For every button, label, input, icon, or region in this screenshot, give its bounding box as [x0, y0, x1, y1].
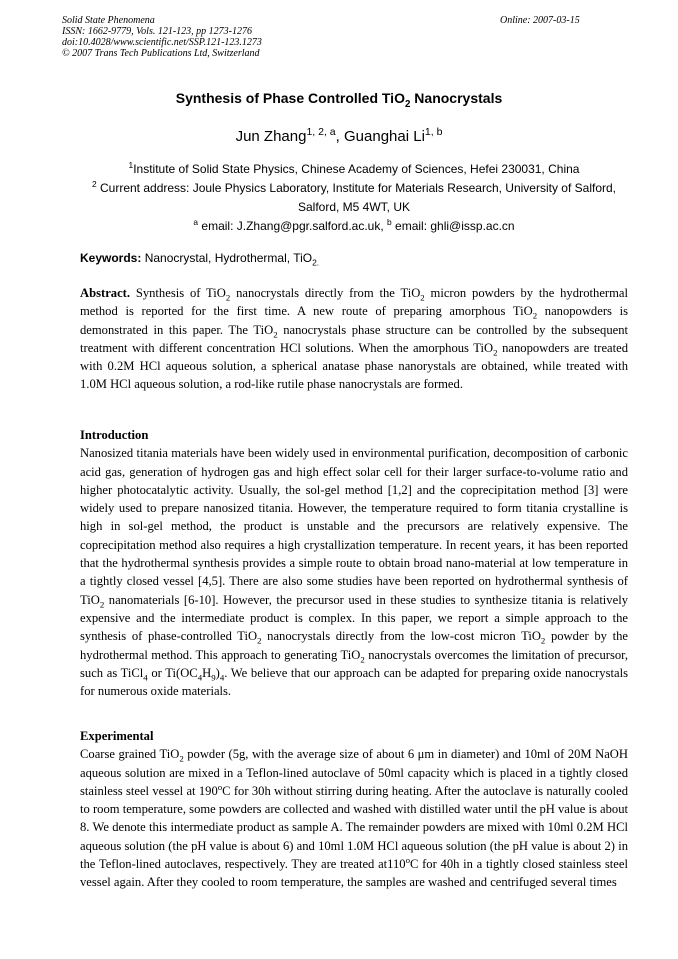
issn-line: ISSN: 1662-9779, Vols. 121-123, pp 1273-1276	[62, 26, 252, 37]
experimental-heading: Experimental	[80, 729, 154, 743]
paper-title: Synthesis of Phase Controlled TiO$_2$ Nanocrystals	[175, 90, 503, 110]
author-2: Guanghai Li	[344, 128, 425, 145]
doi-line: doi:10.4028/www.scientific.net/SSP.121-123.1273	[62, 37, 262, 48]
experimental-section	[80, 727, 628, 892]
experimental-paragraph: Coarse grained TiO$_2$ powder (5g, with the average size of about 6 μm in diameter) and 10ml of 20M NaOH aqueous solution are mixed in a Teflon-lined autoclave of 50ml capacity which is placed in a tightly closed stainless steel vessel at 190$^o$C for 30h without stirring during heating. After the autoclave is naturally cooled to room temperature, some powders are collected and washed with distilled water until the pH value is about 8. We denote this intermediate product as sample A. The remainder powders are mixed with 10ml 0.2M HCl aqueous solution (the pH value is about 6) and 10ml 1.0M HCl aqueous solution (the pH value is about 2) in the Teflon-lined autoclaves, respectively. They are treated at110$^o$C for 40h in a tightly closed stainless steel vessel again. After they cooled to room temperature, the samples are washed and centrifuged several times	[80, 747, 629, 890]
affiliation-1: $^1$Institute of Solid State Physics, Chinese Academy of Sciences, Hefei 230031, China	[128, 160, 580, 176]
online-date: Online: 2007-03-15	[500, 15, 580, 26]
abstract-label: Abstract.	[80, 286, 131, 300]
journal-name: Solid State Phenomena	[62, 15, 155, 26]
abstract: Abstract. Synthesis of TiO$_2$ nanocrystals directly from the TiO$_2$ micron powders by the hydrothermal method is reported for the first time. A new route of preparing amorphous TiO$_2$ nanopowders is demonstrated in this paper. The TiO$_2$ nanocrystals phase structure can be controlled by the subsequent treatment with different concentration HCl solutions. When the amorphous TiO$_2$ nanopowders are treated with 0.2M HCl aqueous solution, a spherical anatase phase nanorystals are obtained, while treated with 1.0M HCl aqueous solution, a rod-like rutile phase nanocrystals are formed.	[80, 286, 629, 392]
email-line: $^a$ email: J.Zhang@pgr.salford.ac.uk, $^b$ email: ghli@issp.ac.cn	[193, 217, 515, 233]
journal-header	[62, 15, 262, 59]
author-1: Jun Zhang	[235, 128, 307, 145]
affiliations	[80, 160, 628, 236]
keywords: Keywords: Nanocrystal, Hydrothermal, TiO$_{2.}$	[80, 251, 320, 268]
author-line: Jun Zhang$^{1, 2, a}$, Guanghai Li$^{1, b}$	[235, 126, 443, 145]
introduction-heading: Introduction	[80, 428, 149, 442]
copyright-line: © 2007 Trans Tech Publications Ltd, Switzerland	[62, 48, 260, 59]
introduction-section	[80, 426, 628, 700]
affiliation-2: $^2$ Current address: Joule Physics Laboratory, Institute for Materials Research, University of Salford, Salford, M5 4WT, UK	[92, 179, 616, 214]
introduction-paragraph: Nanosized titania materials have been widely used in environmental purification, decomposition of carbonic acid gas, generation of hydrogen gas and high effect solar cell for their larger surface-to-volume ratio and higher photocatalytic activity. Usually, the sol-gel method [1,2] and the coprecipitation method [3] were widely used to prepare nanosized titania. However, the temperature required to form titania crystalline is high in sol-gel method, the product is unstable and the precursors are relatively expensive. The coprecipitation method also requires a high crystallization temperature. In recent years, it has been reported that the hydrothermal synthesis provides a simple route to obtain broad nano-material at low temperature in a tightly closed vessel [4,5]. There are also some studies have been reported on hydrothermal synthesis of TiO$_2$ nanomaterials [6-10]. However, the precursor used in these studies to synthesize titania is relatively expensive and the intermediate product is complex. In this paper, we report a simple approach to the synthesis of phase-controlled TiO$_2$ nanocrystals directly from the low-cost micron TiO$_2$ powder by the hydrothermal method. This approach to generating TiO$_2$ nanocrystals overcomes the limitation of precursor, such as TiCl$_4$ or $Ti(OC_4H_9)_4$. We believe that our approach can be adapted for preparing oxide nanocrystals for numerous oxide materials.	[80, 446, 628, 699]
